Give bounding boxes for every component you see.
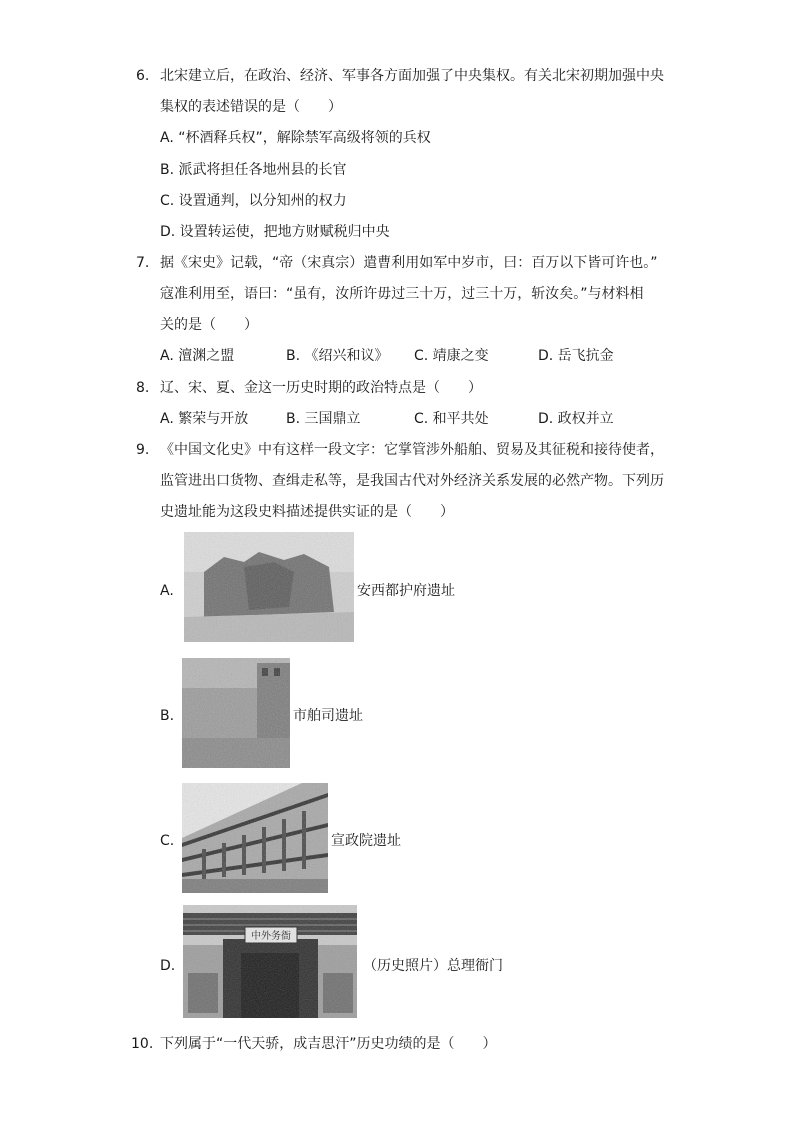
question-7-stem-line-2: 寇准利用至，语曰：“虽有，汝所许毋过三十万，过三十万，斩汝矣。”与材料相 [160,286,644,302]
question-9-option-d-caption: （历史照片）总理衙门 [363,958,503,974]
question-8-option-c: C. 和平共处 [414,411,489,427]
question-6-option-c: C. 设置通判，以分知州的权力 [160,193,347,209]
question-7-option-b: B. 《绍兴和议》 [286,348,389,364]
question-6-option-d: D. 设置转运使，把地方财赋税归中央 [160,224,390,240]
question-9-option-a-letter: A. [160,583,174,599]
question-7-option-a: A. 澶渊之盟 [160,348,235,364]
question-6-option-a: A. “杯酒释兵权”，解除禁军高级将领的兵权 [160,130,431,146]
question-7-stem-line-3: 关的是（ ） [160,317,258,333]
question-9-option-d-letter: D. [160,958,176,974]
shibosi-ruins-photo [182,658,290,768]
question-8-number: 8. [136,380,150,396]
question-7-stem-line-1: 据《宋史》记载，“帝（宋真宗）遣曹利用如军中岁市，曰：百万以下皆可许也。” [160,255,658,271]
question-9-option-b-caption: 市舶司遗址 [293,708,363,724]
question-6-stem-line-2: 集权的表述错误的是（ ） [160,99,342,115]
question-9-option-a-caption: 安西都护府遗址 [357,583,455,599]
question-6-option-b: B. 派武将担任各地州县的长官 [160,162,347,178]
question-6-number: 6. [136,68,150,84]
question-9-option-c-caption: 宣政院遗址 [331,833,401,849]
question-6-stem-line-1: 北宋建立后，在政治、经济、军事各方面加强了中央集权。有关北宋初期加强中央 [160,68,664,84]
question-9-stem-line-2: 监管进出口货物、查缉走私等，是我国古代对外经济关系发展的必然产物。下列历 [160,473,664,489]
question-7-option-d: D. 岳飞抗金 [538,348,614,364]
question-8-option-d: D. 政权并立 [538,411,614,427]
question-8-option-b: B. 三国鼎立 [286,411,361,427]
question-9-stem-line-3: 史遗址能为这段史料描述提供实证的是（ ） [160,504,454,520]
question-7-number: 7. [136,255,150,271]
question-9-option-c-letter: C. [160,833,175,849]
question-8-option-a: A. 繁荣与开放 [160,411,249,427]
question-9-option-b-letter: B. [160,708,175,724]
question-8-stem-line-1: 辽、宋、夏、金这一历史时期的政治特点是（ ） [160,380,482,396]
xuanzhengyuan-photo [182,783,328,893]
question-7-option-c: C. 靖康之变 [414,348,489,364]
question-9-number: 9. [136,442,150,458]
anxi-ruins-photo [184,532,354,642]
zongli-yamen-gate-photo [183,905,357,1018]
question-9-stem-line-1: 《中国文化史》中有这样一段文字：它掌管涉外船舶、贸易及其征税和接待使者， [160,442,664,458]
question-10-stem-line-1: 下列属于“一代天骄，成吉思汗”历史功绩的是（ ） [160,1036,497,1052]
question-10-number: 10. [131,1036,154,1052]
